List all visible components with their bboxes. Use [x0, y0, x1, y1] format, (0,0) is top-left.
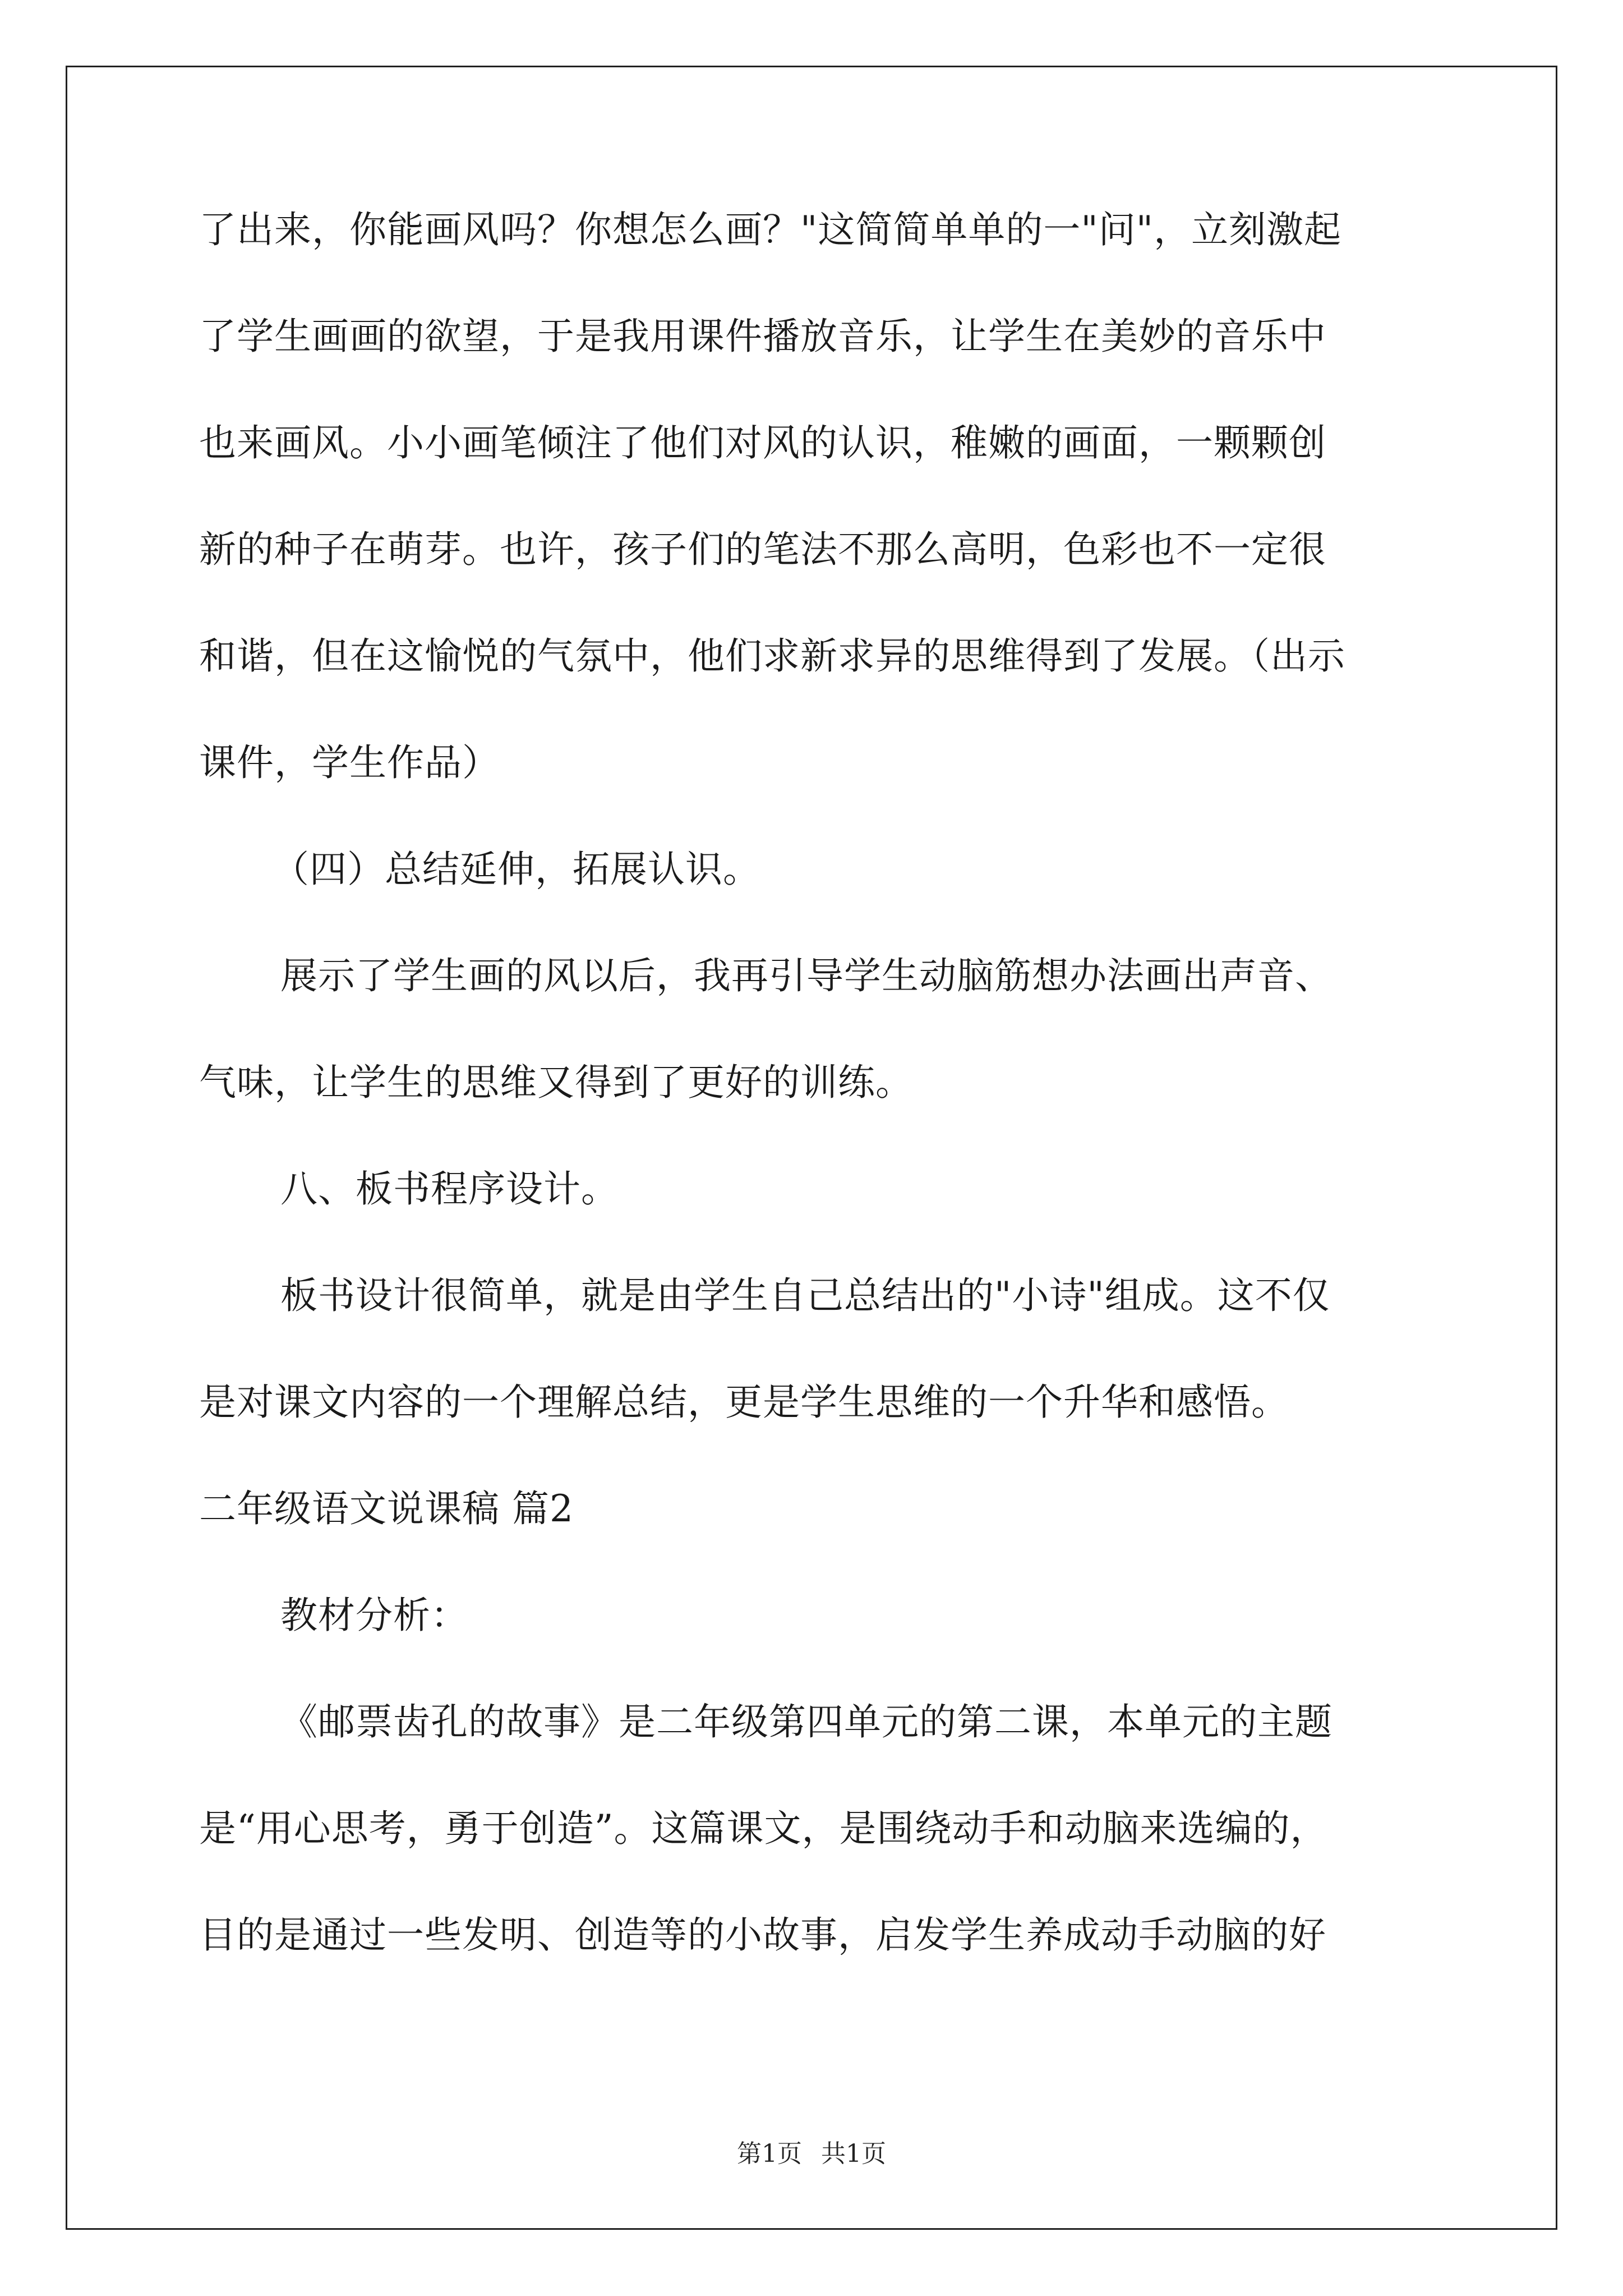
paragraph-start: 板书设计很简单，就是由学生自己总结出的"小诗"组成。这不仅 — [280, 1274, 1330, 1317]
page-footer: 第1页 共1页 — [737, 2139, 886, 2168]
section-heading: （四）总结延伸，拓展认识。 — [272, 848, 760, 891]
paragraph-start: 展示了学生画的风以后，我再引导学生动脑筋想办法画出声音、 — [280, 954, 1332, 997]
body-line: 了学生画画的欲望，于是我用课件播放音乐，让学生在美妙的音乐中 — [199, 315, 1326, 358]
body-line: 是对课文内容的一个理解总结，更是学生思维的一个升华和感悟。 — [199, 1381, 1289, 1424]
body-line: 也来画风。小小画笔倾注了他们对风的认识，稚嫩的画面，一颗颗创 — [199, 421, 1326, 464]
body-line: 课件，学生作品） — [199, 741, 500, 784]
body-line: 和谐，但在这愉悦的气氛中，他们求新求异的思维得到了发展。（出示 — [199, 634, 1345, 678]
paragraph-start: 《邮票齿孔的故事》是二年级第四单元的第二课，本单元的主题 — [280, 1700, 1332, 1743]
body-line: 新的种子在萌芽。也许，孩子们的笔法不那么高明，色彩也不一定很 — [199, 528, 1326, 571]
body-line: 目的是通过一些发明、创造等的小故事，启发学生养成动手动脑的好 — [199, 1913, 1326, 1957]
section-heading: 八、板书程序设计。 — [280, 1167, 619, 1211]
body-line: 是“用心思考，勇于创造”。这篇课文，是围绕动手和动脑来选编的， — [199, 1807, 1328, 1850]
section-heading: 教材分析： — [280, 1594, 468, 1637]
article-title: 二年级语文说课稿 篇2 — [199, 1487, 574, 1530]
page-border — [66, 66, 1557, 2230]
body-line: 了出来，你能画风吗？你想怎么画？"这简简单单的一"问"，立刻激起 — [199, 208, 1342, 251]
body-line: 气味，让学生的思维又得到了更好的训练。 — [199, 1061, 913, 1104]
